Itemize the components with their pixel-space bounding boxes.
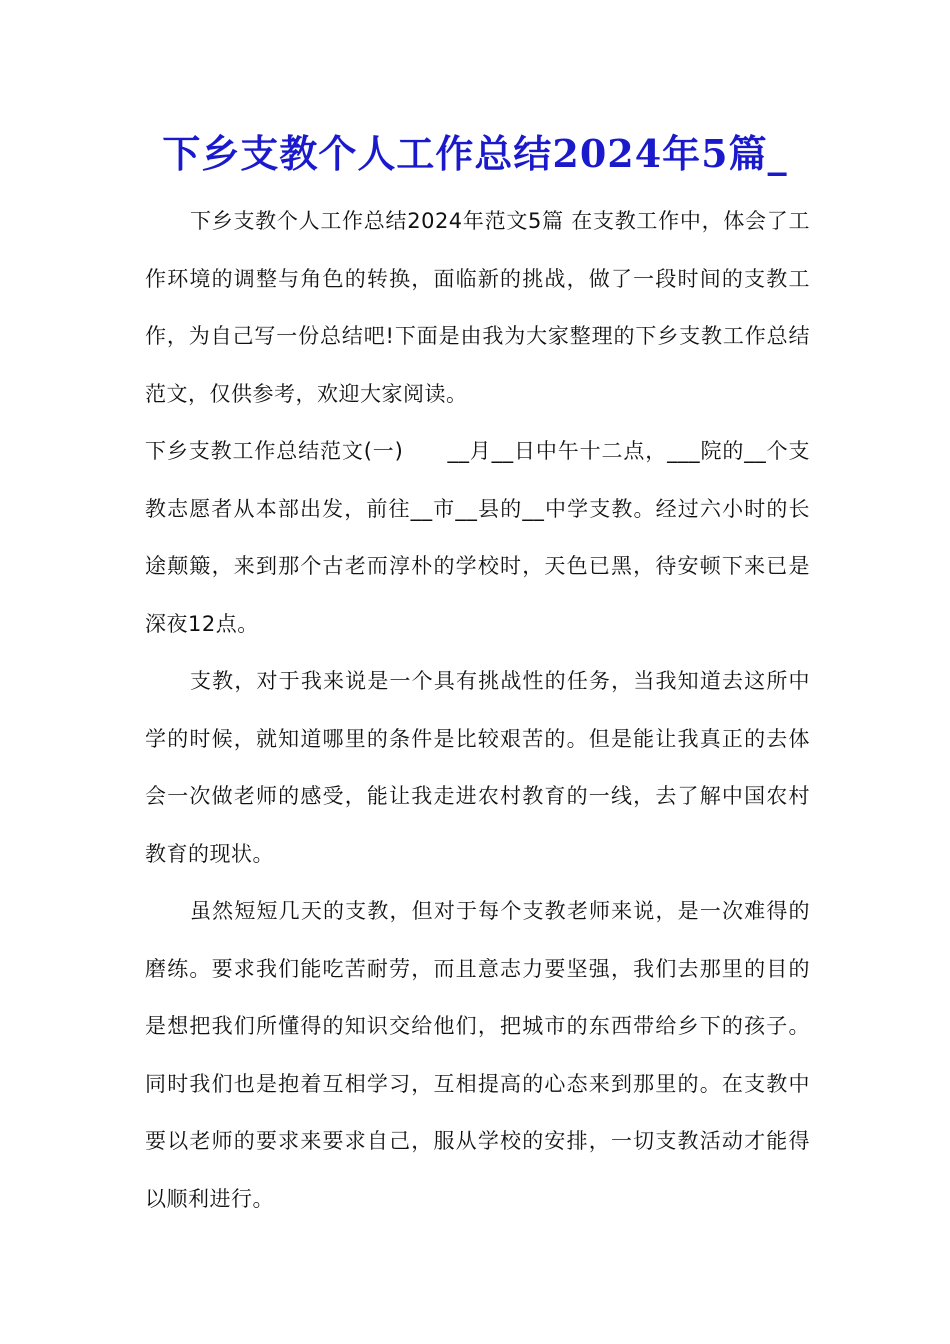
body-paragraph: 支教，对于我来说是一个具有挑战性的任务，当我知道去这所中学的时候，就知道哪里的条件是比较艰苦的。但是能让我真正的去体会一次做老师的感受，能让我走进农村教育的一线，去了解中国农村教育的现状。 (145, 669, 810, 866)
document-body (145, 193, 810, 653)
body-paragraph: 虽然短短几天的支教，但对于每个支教老师来说，是一次难得的磨练。要求我们能吃苦耐劳，而且意志力要坚强，我们去那里的目的是想把我们所懂得的知识交给他们，把城市的东西带给乡下的孩子。同时我们也是抱着互相学习，互相提高的心态来到那里的。在支教中要以老师的要求来要求自己，服从学校的安排，一切支教活动才能得以顺利进行。 (145, 899, 810, 1211)
document-body-continued (145, 653, 810, 883)
document-body-final (145, 883, 810, 1228)
section-one-paragraph: 下乡支教工作总结范文(一) __月__日中午十二点，___院的__个支教志愿者从本部出发，前往__市__县的__中学支教。经过六小时的长途颠簸，来到那个古老而淳朴的学校时，天色已黑，待安顿下来已是深夜12点。 (145, 439, 810, 636)
document-title: 下乡支教个人工作总结2024年5篇_ (162, 131, 788, 176)
intro-paragraph: 下乡支教个人工作总结2024年范文5篇 在支教工作中，体会了工作环境的调整与角色的转换，面临新的挑战，做了一段时间的支教工作，为自己写一份总结吧!下面是由我为大家整理的下乡支教工作总结范文，仅供参考，欢迎大家阅读。 (145, 209, 810, 406)
